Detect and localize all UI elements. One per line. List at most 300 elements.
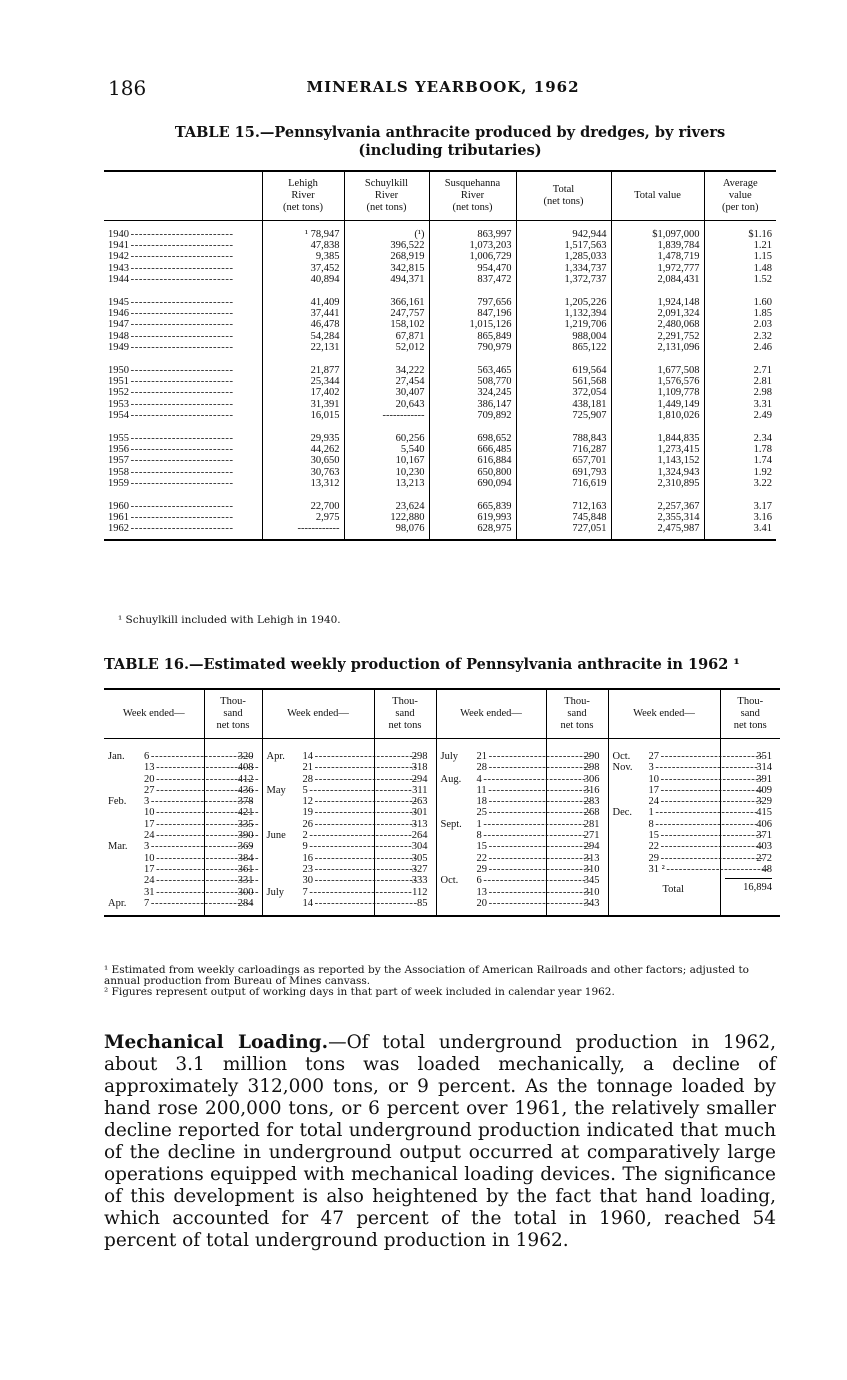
week-date xyxy=(108,841,200,852)
week-date xyxy=(267,887,370,898)
col-header-line: value xyxy=(728,190,752,201)
week-date xyxy=(613,841,716,852)
table15-value: 122,880 xyxy=(390,512,425,524)
week-day: 27 - - - xyxy=(649,751,763,762)
col-header-susquehanna xyxy=(429,171,516,221)
year-label: 1942 - - - xyxy=(108,251,258,262)
table15-value: 10,230 xyxy=(395,466,425,478)
week-date xyxy=(613,751,716,762)
weekly-tons-value: 390 xyxy=(237,830,254,842)
table15-value: 2.81 xyxy=(753,376,772,388)
year-label: 1957 - - - xyxy=(108,455,258,466)
table15-value: 1,109,778 xyxy=(657,387,700,399)
table15-value: ------------ xyxy=(382,409,425,421)
table15-value: 865,122 xyxy=(572,341,607,353)
table15-value: 3.22 xyxy=(753,477,772,489)
weekly-tons-value: 306 xyxy=(583,773,600,785)
week-day: 7 - - - xyxy=(303,887,411,898)
average-value-cell xyxy=(704,425,776,493)
week-date xyxy=(441,785,542,796)
table15-value: 46,478 xyxy=(310,319,340,331)
week-ended-column xyxy=(104,739,204,917)
table15-value: 386,147 xyxy=(477,398,512,410)
week-day: 16 - - - xyxy=(303,853,417,864)
weekly-tons-value: 329 xyxy=(756,796,772,808)
week-day: 6 - - - xyxy=(144,751,252,762)
week-date xyxy=(441,830,542,841)
table15-value: 1,449,149 xyxy=(657,398,700,410)
col-header-line: Total value xyxy=(634,190,681,201)
weekly-tons-value: 327 xyxy=(411,863,428,875)
table15-value: 716,619 xyxy=(572,477,607,489)
section-text: —Of total underground production in 1962, about 3.1 million tons was loaded mechanically, a decline of approximately 312,000 tons, or 9 percent. As the tonnage loaded by hand rose 200,000 tons, or 6 percent over 1961, the relatively smaller decline reported for total underground production indicated that much of the decline in underground output occurred at comparatively large operations equipped with mechanical loading devices. The significance of this development is also heightened by the fact that hand loading, which accounted for 47 percent of the total in 1960, reached 54 percent of total underground production in 1962. xyxy=(104,1032,776,1251)
week-date xyxy=(267,864,370,875)
table15-value: 1,205,226 xyxy=(564,297,607,309)
section-heading: Mechanical Loading. xyxy=(104,1032,329,1053)
week-date xyxy=(267,774,370,785)
week-month: Sept. xyxy=(440,818,462,830)
total-value-cell xyxy=(611,289,704,357)
week-day: 20 - - - xyxy=(477,898,591,909)
table15-value: 727,051 xyxy=(572,523,607,535)
table15-value: 1,972,777 xyxy=(657,262,700,274)
total-cell xyxy=(516,289,611,357)
col-header-line: net tons xyxy=(560,720,594,731)
table15-value: 1,015,126 xyxy=(469,319,512,331)
week-day: 24 - - - xyxy=(144,875,258,886)
week-ended-column xyxy=(262,739,374,917)
table15-value: 29,935 xyxy=(310,433,340,445)
table15-value: 1,839,784 xyxy=(657,240,700,252)
table15-value: 1,924,148 xyxy=(657,297,700,309)
table15-value: 954,470 xyxy=(477,262,512,274)
week-day: 25 - - - xyxy=(477,807,591,818)
table15-value: 1,219,706 xyxy=(564,319,607,331)
weekly-tons-value: 112 xyxy=(412,886,428,898)
week-day: 23 - - - xyxy=(303,864,417,875)
week-date xyxy=(441,774,542,785)
week-ended-column xyxy=(436,739,546,917)
table15-value: 324,245 xyxy=(477,387,512,399)
year-cell xyxy=(104,493,262,540)
table15-value: 709,892 xyxy=(477,409,512,421)
table15-value: 725,907 xyxy=(572,409,607,421)
table15-value: 1.60 xyxy=(753,297,772,309)
weekly-tons-value: 316 xyxy=(583,784,600,796)
week-day: 2 - - - xyxy=(303,830,411,841)
table15-value: 13,213 xyxy=(395,477,425,489)
week-date xyxy=(108,774,200,785)
week-day: 8 - - - xyxy=(477,830,585,841)
week-day: 22 - - - xyxy=(649,841,763,852)
table15-value: 1,677,508 xyxy=(657,365,700,377)
table15-value: 619,993 xyxy=(477,512,512,524)
table15-value: 31,391 xyxy=(310,398,340,410)
table15-value: 3.31 xyxy=(753,398,772,410)
mechanical-loading-paragraph xyxy=(104,1032,776,1252)
table15 xyxy=(104,170,776,541)
total-label: Total xyxy=(662,884,684,896)
weekly-tons-value: 48 xyxy=(761,863,772,875)
week-month: Apr. xyxy=(108,897,127,909)
week-month: Mar. xyxy=(108,841,128,853)
week-date xyxy=(441,841,542,852)
week-day: 13 - - - xyxy=(477,887,591,898)
weekly-tons-value: 304 xyxy=(411,841,428,853)
lehigh-cell xyxy=(262,221,344,290)
week-date xyxy=(613,774,716,785)
table15-value: 3.41 xyxy=(753,523,772,535)
year-label: 1952 - - - xyxy=(108,387,258,398)
weekly-tons-value: 298 xyxy=(411,751,428,762)
col-header-line: Average xyxy=(722,178,758,189)
table15-value: 41,409 xyxy=(310,297,340,309)
table15-value: 3.17 xyxy=(753,501,772,513)
table16-footnote-1: ¹ Estimated from weekly carloadings as reported by the Association of American Railroads and other factors; adjusted to annual production from Bureau of Mines canvass. xyxy=(104,964,749,987)
table15-value: 2,291,752 xyxy=(657,330,700,342)
table15-value: 691,793 xyxy=(572,466,607,478)
week-day: 27 - - - xyxy=(144,785,258,796)
weekly-tons-value: 421 xyxy=(237,807,254,819)
table15-value: 1,517,563 xyxy=(564,240,607,252)
week-month: Feb. xyxy=(108,796,127,808)
week-month: Aug. xyxy=(440,773,462,785)
weekly-tons-value: 283 xyxy=(583,796,600,808)
table15-value: 666,485 xyxy=(477,444,512,456)
year-label: 1949 - - - xyxy=(108,342,258,353)
week-date xyxy=(108,807,200,818)
week-date xyxy=(613,864,716,875)
table15-value: 563,465 xyxy=(477,365,512,377)
table15-value: 1,576,576 xyxy=(657,376,700,388)
col-header-line: (net tons) xyxy=(543,196,584,207)
col-header-average-value xyxy=(704,171,776,221)
table15-value: 23,624 xyxy=(395,501,425,513)
week-date xyxy=(441,807,542,818)
table15-value: 2.98 xyxy=(753,387,772,399)
week-day: 4 - - - xyxy=(477,774,585,785)
weekly-tons-value: 313 xyxy=(583,852,600,864)
weekly-tons-value: 301 xyxy=(411,807,428,819)
week-day: 28 - - - xyxy=(477,762,591,773)
col-header-line: Susquehanna xyxy=(444,178,501,189)
average-value-cell xyxy=(704,357,776,425)
total-value: 16,894 xyxy=(725,878,773,893)
table15-value: 98,076 xyxy=(395,523,425,535)
susquehanna-cell xyxy=(429,221,516,290)
table15-value: 21,877 xyxy=(310,365,340,377)
year-cell xyxy=(104,221,262,290)
col-header-schuylkill xyxy=(344,171,429,221)
table15-footnote: ¹ Schuylkill included with Lehigh in 1940. xyxy=(118,614,341,626)
table15-value: 20,643 xyxy=(395,398,425,410)
week-date xyxy=(108,762,200,773)
week-date xyxy=(108,830,200,841)
week-date xyxy=(613,830,716,841)
week-date xyxy=(108,819,200,830)
week-date xyxy=(441,853,542,864)
table15-value: 1,273,415 xyxy=(657,444,700,456)
col-header-line: net tons xyxy=(733,720,767,731)
table15-value: 47,838 xyxy=(310,240,340,252)
col-header-week-ended: Week ended— xyxy=(436,689,546,739)
col-header-line: Lehigh xyxy=(288,178,318,189)
table15-value: 37,441 xyxy=(310,308,340,320)
col-header-line: net tons xyxy=(388,720,422,731)
table15-value: 865,849 xyxy=(477,330,512,342)
week-day: 24 - - - xyxy=(649,796,763,807)
week-date xyxy=(441,898,542,909)
week-date xyxy=(267,841,370,852)
total-value-cell xyxy=(611,425,704,493)
week-day: 24 - - - xyxy=(144,830,258,841)
week-date xyxy=(267,796,370,807)
week-day: 9 - - - xyxy=(303,841,411,852)
lehigh-cell xyxy=(262,289,344,357)
week-date xyxy=(441,819,542,830)
week-date xyxy=(441,875,542,886)
weekly-tons-value: 264 xyxy=(411,830,428,842)
weekly-tons-value: 412 xyxy=(237,773,254,785)
table16 xyxy=(104,688,780,917)
table15-value: 1,334,737 xyxy=(564,262,607,274)
week-date xyxy=(613,819,716,830)
year-label: 1948 - - - xyxy=(108,331,258,342)
table15-value: 2.49 xyxy=(753,409,772,421)
col-header-line: Thou- xyxy=(737,696,764,707)
table15-value: 561,568 xyxy=(572,376,607,388)
page-header xyxy=(108,76,778,106)
col-header-line: (per ton) xyxy=(722,202,759,213)
table15-value: 1.78 xyxy=(753,444,772,456)
page-number: 186 xyxy=(108,76,147,100)
total-value-cell xyxy=(611,221,704,290)
weekly-tons-value: 268 xyxy=(583,807,600,819)
week-day: 15 - - - xyxy=(477,841,591,852)
week-date xyxy=(267,875,370,886)
table15-value: 342,815 xyxy=(390,262,425,274)
schuylkill-cell xyxy=(344,425,429,493)
table15-value: 2,257,367 xyxy=(657,501,700,513)
table15-value: 837,472 xyxy=(477,273,512,285)
table15-value: 30,763 xyxy=(310,466,340,478)
week-date xyxy=(267,898,370,909)
table15-year-group xyxy=(104,493,776,540)
week-date xyxy=(267,807,370,818)
weekly-tons-value: 351 xyxy=(756,751,772,762)
weekly-tons-value: 318 xyxy=(411,762,428,774)
col-header-line: Thou- xyxy=(564,696,590,707)
table15-value: 716,287 xyxy=(572,444,607,456)
total-cell xyxy=(516,221,611,290)
week-day: 5 - - - xyxy=(303,785,411,796)
table15-value: 745,848 xyxy=(572,512,607,524)
week-day: 20 - - - xyxy=(144,774,258,785)
schuylkill-cell xyxy=(344,289,429,357)
table15-value: 13,312 xyxy=(310,477,340,489)
week-day: 21 - - - xyxy=(477,751,591,762)
week-month: Dec. xyxy=(612,807,633,819)
col-header-line: Thou- xyxy=(392,696,418,707)
table15-value: 9,385 xyxy=(315,251,340,263)
week-day: 10 - - - xyxy=(144,853,258,864)
table15-header-row xyxy=(104,171,776,221)
week-day: 3 - - - xyxy=(144,841,252,852)
table15-value: 10,167 xyxy=(395,455,425,467)
weekly-tons-value: 406 xyxy=(756,818,772,830)
col-header-line: net tons xyxy=(216,720,250,731)
col-header-thousand-tons xyxy=(374,689,436,739)
table15-value: 2.46 xyxy=(753,341,772,353)
weekly-tons-value: 310 xyxy=(583,886,600,898)
year-label: 1950 - - - xyxy=(108,365,258,376)
table15-value: 1.52 xyxy=(753,273,772,285)
table15-value: 616,884 xyxy=(477,455,512,467)
year-label: 1959 - - - xyxy=(108,478,258,489)
week-day: 31 ² - - - xyxy=(649,864,768,875)
weekly-tons-value: 343 xyxy=(583,897,600,909)
table15-value: 40,894 xyxy=(310,273,340,285)
table15-value: 16,015 xyxy=(310,409,340,421)
week-date xyxy=(613,853,716,864)
year-label: 1954 - - - xyxy=(108,410,258,421)
year-label: 1958 - - - xyxy=(108,467,258,478)
weekly-tons-value: 415 xyxy=(756,807,772,819)
weekly-tons-value: 85 xyxy=(417,897,428,909)
table15-value: 37,452 xyxy=(310,262,340,274)
week-day: 17 - - - xyxy=(144,819,258,830)
table15-value: 30,407 xyxy=(395,387,425,399)
table15-value: 494,371 xyxy=(390,273,425,285)
table15-value: 847,196 xyxy=(477,308,512,320)
table15-value: 1.85 xyxy=(753,308,772,320)
table15-title-line2: (including tributaries) xyxy=(358,142,542,159)
table15-value: 1,143,152 xyxy=(657,455,700,467)
week-date xyxy=(108,887,200,898)
table15-value: 158,102 xyxy=(390,319,425,331)
average-value-cell xyxy=(704,289,776,357)
week-date xyxy=(613,785,716,796)
table15-value: ¹ 78,947 xyxy=(304,229,340,240)
table16-header-row xyxy=(104,689,780,739)
table15-value: 1,132,394 xyxy=(564,308,607,320)
week-day: 21 - - - xyxy=(303,762,417,773)
weekly-tons-value: 272 xyxy=(756,852,772,864)
table15-value: 863,997 xyxy=(477,229,512,240)
year-label: 1943 - - - xyxy=(108,263,258,274)
week-day: 1 - - - xyxy=(649,807,757,818)
week-month: Oct. xyxy=(440,875,459,887)
week-date xyxy=(108,864,200,875)
weekly-tons-value: 314 xyxy=(756,762,772,774)
week-date xyxy=(108,853,200,864)
col-header-thousand-tons xyxy=(720,689,780,739)
table15-value: 712,163 xyxy=(572,501,607,513)
weekly-tons-value: 263 xyxy=(411,796,428,808)
week-date xyxy=(613,807,716,818)
table15-value: 1,006,729 xyxy=(469,251,512,263)
col-header-lehigh xyxy=(262,171,344,221)
weekly-tons-value: 311 xyxy=(412,784,428,796)
table15-value: 268,919 xyxy=(390,251,425,263)
week-date xyxy=(441,762,542,773)
weekly-tons-value: 305 xyxy=(411,852,428,864)
table15-value: 2,480,068 xyxy=(657,319,700,331)
table15-value: 247,757 xyxy=(390,308,425,320)
week-day: 28 - - - xyxy=(303,774,417,785)
week-day: 31 - - - xyxy=(144,887,258,898)
week-day: 8 - - - xyxy=(649,819,757,830)
table15-value: 657,701 xyxy=(572,455,607,467)
week-date xyxy=(267,819,370,830)
year-label: 1951 - - - xyxy=(108,376,258,387)
table15-value: 372,054 xyxy=(572,387,607,399)
week-month: Oct. xyxy=(612,751,631,762)
col-header-line: (net tons) xyxy=(283,202,323,213)
week-date xyxy=(267,762,370,773)
table15-value: 690,094 xyxy=(477,477,512,489)
week-month: June xyxy=(266,830,286,842)
table15-value: 22,700 xyxy=(310,501,340,513)
table15-body xyxy=(104,221,776,540)
table15-title xyxy=(140,124,760,160)
week-day: 14 - - - xyxy=(303,898,417,909)
week-month: July xyxy=(266,886,285,898)
weekly-tons-value: 290 xyxy=(583,751,600,762)
table15-value: 2,091,324 xyxy=(657,308,700,320)
table15-value: 2,084,431 xyxy=(657,273,700,285)
weekly-tons-value: 384 xyxy=(237,852,254,864)
col-header-line: sand xyxy=(740,708,760,719)
table15-value: 788,843 xyxy=(572,433,607,445)
week-date xyxy=(108,796,200,807)
col-header-line: sand xyxy=(395,708,415,719)
weekly-tons-value: 378 xyxy=(237,796,254,808)
table15-value: 1,372,737 xyxy=(564,273,607,285)
table15-value: $1.16 xyxy=(748,229,772,240)
table15-value: 665,839 xyxy=(477,501,512,513)
table15-value: 1,478,719 xyxy=(657,251,700,263)
year-label: 1940 - - - xyxy=(108,229,258,240)
week-month: Jan. xyxy=(108,751,125,762)
table15-value: 438,181 xyxy=(572,398,607,410)
weekly-tons-value: 361 xyxy=(237,863,254,875)
table15-value: 34,222 xyxy=(395,365,425,377)
weekly-tons-value: 294 xyxy=(411,773,428,785)
table15-year-group xyxy=(104,221,776,290)
total-cell xyxy=(516,425,611,493)
weekly-tons-value: 403 xyxy=(756,841,772,853)
week-date xyxy=(267,830,370,841)
year-label: 1947 - - - xyxy=(108,319,258,330)
table15-value: 2.03 xyxy=(753,319,772,331)
col-header-line: River xyxy=(374,190,399,201)
susquehanna-cell xyxy=(429,425,516,493)
table15-value: 2.71 xyxy=(753,365,772,377)
week-date xyxy=(108,751,200,762)
table15-value: 2.32 xyxy=(753,330,772,342)
col-header-week-ended: Week ended— xyxy=(104,689,204,739)
week-day: 22 - - - xyxy=(477,853,591,864)
week-date xyxy=(441,796,542,807)
col-header-total-value xyxy=(611,171,704,221)
susquehanna-cell xyxy=(429,493,516,540)
total-cell xyxy=(516,357,611,425)
susquehanna-cell xyxy=(429,289,516,357)
weekly-tons-value: 284 xyxy=(237,897,254,909)
week-ended-column xyxy=(608,739,720,917)
table15-value: 27,454 xyxy=(395,376,425,388)
